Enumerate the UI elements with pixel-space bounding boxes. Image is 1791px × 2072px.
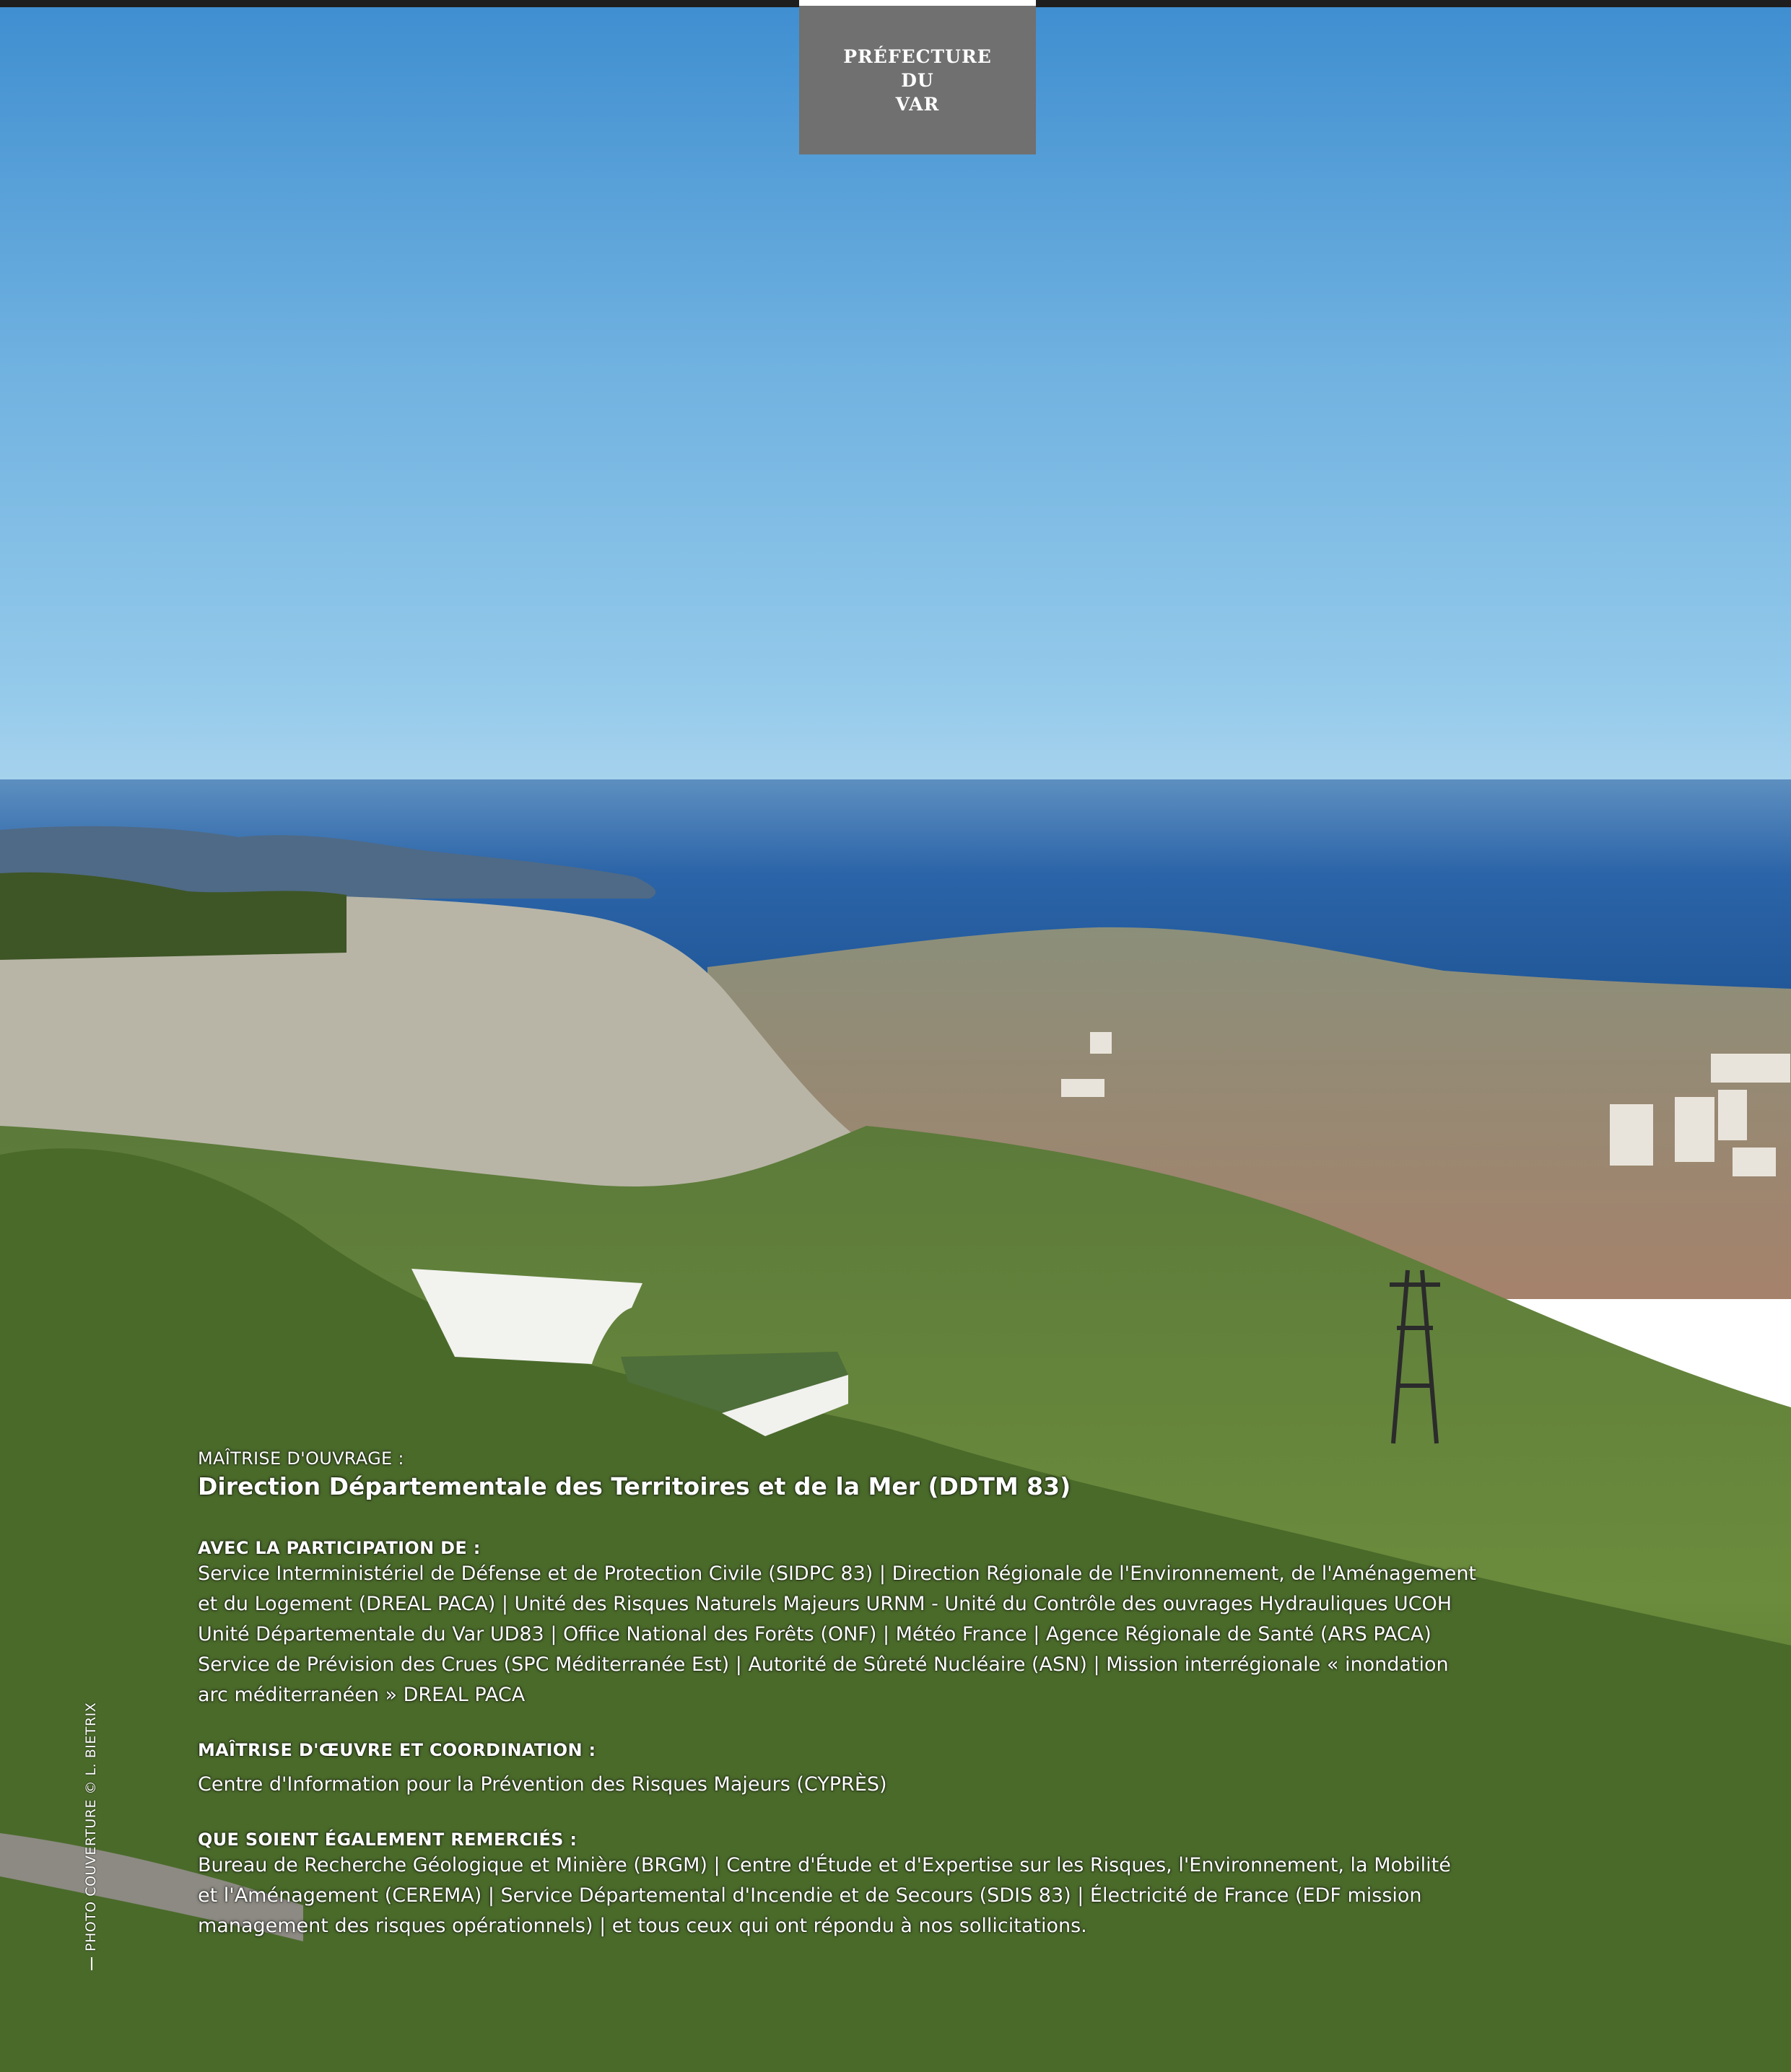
participation-line: et du Logement (DREAL PACA) | Unité des Risques Naturels Majeurs URNM - Unité du Contrôle des ouvrages Hydrauliques UCOH [198, 1593, 1452, 1615]
participation-line: Service de Prévision des Crues (SPC Méditerranée Est) | Autorité de Sûreté Nucléaire (ASN) | Mission interrégionale « inondation [198, 1653, 1449, 1676]
spacer [198, 1761, 1634, 1770]
photo-credit [82, 1702, 100, 1970]
participation-line: Service Interministériel de Défense et de Protection Civile (SIDPC 83) | Direction Régionale de l'Environnement, de l'Aménagement [198, 1562, 1477, 1585]
spacer [198, 1800, 1634, 1829]
participation-line: arc méditerranéen » DREAL PACA [198, 1684, 526, 1706]
remercies-line: Bureau de Recherche Géologique et Minière (BRGM) | Centre d'Étude et d'Expertise sur les Risques, l'Environnement, la Mobilité [198, 1854, 1451, 1876]
remercies-label: QUE SOIENT ÉGALEMENT REMERCIÉS : [198, 1830, 578, 1850]
oeuvre-label: MAÎTRISE D'ŒUVRE ET COORDINATION : [198, 1740, 596, 1760]
prefecture-line-2: DU [901, 69, 934, 91]
prefecture-line-3: VAR [895, 93, 940, 115]
remercies-line: management des risques opérationnels) | et tous ceux qui ont répondu à nos sollicitations. [198, 1915, 1087, 1937]
credits-block [198, 1448, 1634, 1941]
photo-credit-text: PHOTO COUVERTURE © L. BIETRIX [83, 1702, 99, 1951]
photo-credit-rule [91, 1957, 92, 1970]
prefecture-line-1: PRÉFECTURE [843, 45, 992, 67]
prefecture-logo [799, 3, 1036, 154]
oeuvre-name: Centre d'Information pour la Prévention des Risques Majeurs (CYPRÈS) [198, 1773, 887, 1796]
spacer [198, 1710, 1634, 1739]
remercies-line: et l'Aménagement (CEREMA) | Service Départemental d'Incendie et de Secours (SDIS 83) | Électricité de France (EDF mission [198, 1884, 1422, 1907]
spacer [198, 1503, 1634, 1537]
ouvrage-label: MAÎTRISE D'OUVRAGE : [198, 1448, 404, 1469]
ouvrage-name: Direction Départementale des Territoires et de la Mer (DDTM 83) [198, 1472, 1071, 1500]
participation-label: AVEC LA PARTICIPATION DE : [198, 1538, 481, 1558]
participation-line: Unité Départementale du Var UD83 | Office National des Forêts (ONF) | Météo France | Agence Régionale de Santé (ARS PACA) [198, 1623, 1432, 1645]
